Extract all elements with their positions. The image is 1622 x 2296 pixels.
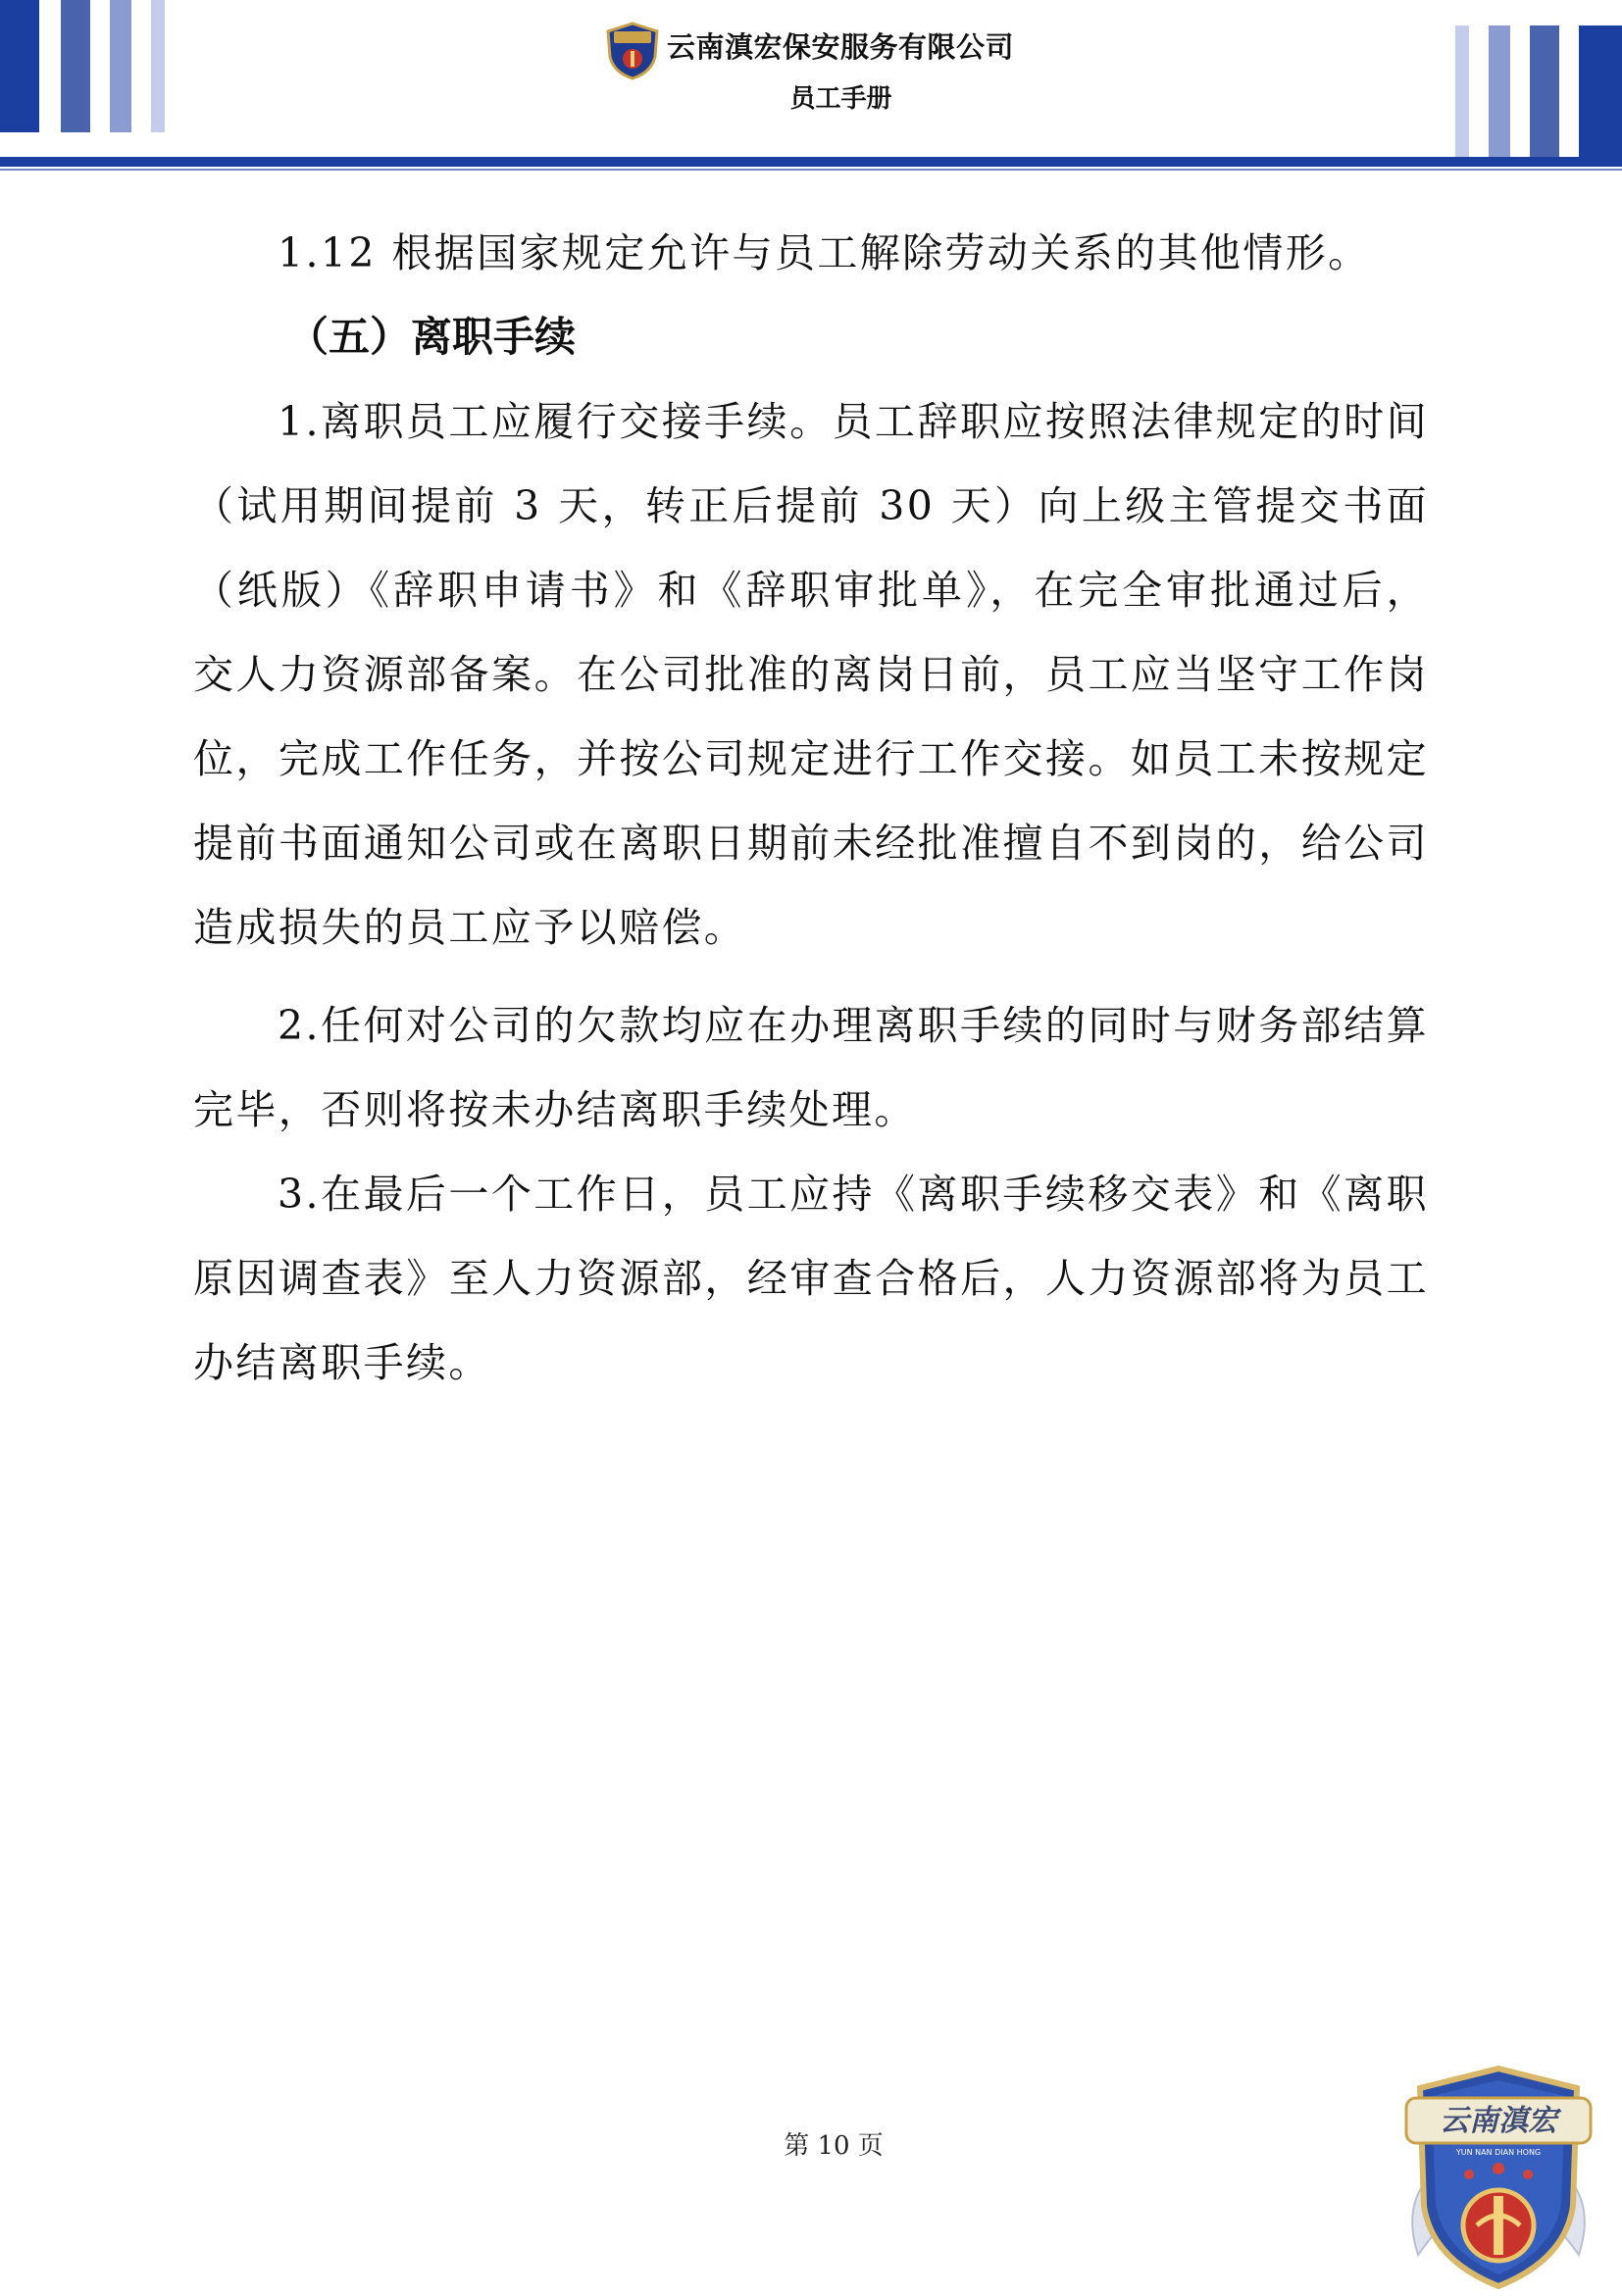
paragraph-2: 2.任何对公司的欠款均应在办理离职手续的同时与财务部结算完毕，否则将按未办结离职手续处理。 — [193, 1002, 1429, 1133]
header-rule-thin — [0, 169, 1622, 171]
page-number: 第 10 页 — [784, 2131, 884, 2161]
manual-title: 员工手册 — [789, 84, 892, 114]
paragraph-1-12: 1.12 根据国家规定允许与员工解除劳动关系的其他情形。 — [278, 229, 1371, 276]
company-name: 云南滇宏保安服务有限公司 — [667, 30, 1015, 64]
paragraph-1: 1.离职员工应履行交接手续。员工辞职应按照法律规定的时间（试用期间提前 3 天，转正后提前 30 天）向上级主管提交书面（纸版）《辞职申请书》和《辞职审批单》，在完全审批通过后，交人力资源部备案。在公司批准的离岗日前，员工应当坚守工作岗位，完成工作任务，并按公司规定进行工作交接。如员工未按规定提前书面通知公司或在离职日期前未经批准擅自不到岗的，给公司造成损失的员工应予以赔偿。 — [193, 398, 1429, 951]
badge-text: 云南滇宏 — [1440, 2104, 1557, 2138]
company-badge-icon — [1400, 2059, 1597, 2292]
header-rule — [0, 157, 1622, 167]
company-logo-icon — [604, 22, 661, 80]
badge-subtext: YUN NAN DIAN HONG — [1455, 2148, 1542, 2157]
paragraph-3: 3.在最后一个工作日，员工应持《离职手续移交表》和《离职原因调查表》至人力资源部，经审查合格后，人力资源部将为员工办结离职手续。 — [193, 1171, 1429, 1386]
section-heading: （五）离职手续 — [287, 313, 577, 361]
document-body — [193, 211, 1429, 1405]
